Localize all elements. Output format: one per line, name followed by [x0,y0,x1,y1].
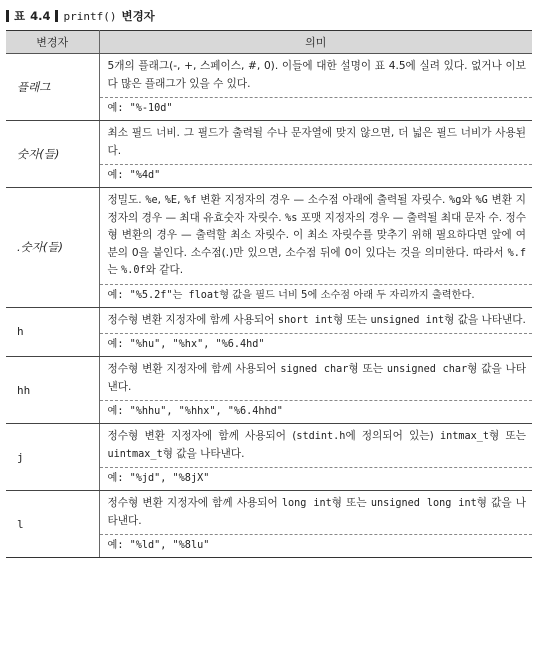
header-meaning: 의미 [99,31,532,54]
description-text: 정수형 변환 지정자에 함께 사용되어 (stdint.h에 정의되어 있는) intmax_t형 또는 uintmax_t형 값을 나타낸다. [107,430,526,460]
table-row [6,491,532,558]
table-row [6,307,532,357]
modifier-cell: j [6,424,99,491]
description-text: 정수형 변환 지정자에 함께 사용되어 signed char형 또는 unsigned char형 값을 나타낸다. [107,363,527,393]
header-modifier: 변경자 [6,31,99,54]
description-text: 정수형 변환 지정자에 함께 사용되어 short int형 또는 unsigned int형 값을 나타낸다. [107,313,526,326]
description-text: 5개의 플래그(-, +, 스페이스, #, 0). 이들에 대한 설명이 표 4.5에 실려 있다. 없거나 이보다 많은 플래그가 있을 수 있다. [107,60,526,90]
modifier-cell: 플래그 [6,54,99,121]
caption-function-name: printf() [63,9,117,23]
example-code: 예: "%hu", "%hx", "%6.4hd" [107,339,265,350]
meaning-cell [99,424,532,491]
modifier-cell: h [6,307,99,357]
caption-title: 변경자 [121,9,155,23]
example-text [100,467,533,490]
modifier-cell: 숫자(들) [6,121,99,188]
example-text [100,333,533,356]
example-code: 예: "%4d" [107,170,161,181]
example-code: 예: "%jd", "%8jX" [107,473,210,484]
meaning-cell [99,54,532,121]
meaning-cell [99,188,532,308]
example-text [100,534,533,557]
description-text: 정밀도. %e, %E, %f 변환 지정자의 경우 — 소수점 아래에 출력될 자릿수. %g와 %G 변환 지정자의 경우 — 최대 유효숫자 자릿수. %s 포맷 지정자의 경우 — 출력될 최대 문자 수. 정수형 변환의 경우 — 출력할 최소 자릿수. 이 최소 자릿수를 맞추기 위해 필요하다면 앞에 여분의 0을 붙인다. 소수점(.)만 있으면, 소수점 뒤에 0이 있다는 것을 의미한다. 따라서 %.f는 %.0f와 같다. [107,194,526,276]
meaning-cell [99,307,532,357]
table-caption [6,7,155,25]
example-code: 예: "%ld", "%8lu" [107,540,210,551]
modifier-cell: hh [6,357,99,424]
table-row [6,357,532,424]
example-text [100,164,533,187]
caption-bar-left [6,10,9,22]
printf-modifiers-table [6,30,532,558]
modifier-cell: .숫자(들) [6,188,99,308]
meaning-cell [99,121,532,188]
example-text: 예: "%5.2f"는 float형 값을 필드 너비 5에 소수점 아래 두 자리까지 출력한다. [100,284,533,307]
example-code: 예: "%hhu", "%hhx", "%6.4hhd" [107,406,283,417]
caption-bar-right [55,10,58,22]
example-text [100,400,533,423]
caption-label: 표 [14,9,26,23]
example-code: 예: "%-10d" [107,103,173,114]
meaning-cell [99,357,532,424]
table-row [6,188,532,308]
table-header-row [6,31,532,54]
modifier-cell: l [6,491,99,558]
description-text: 정수형 변환 지정자에 함께 사용되어 long int형 또는 unsigned long int형 값을 나타낸다. [107,497,527,527]
meaning-cell [99,491,532,558]
table-row [6,424,532,491]
caption-number: 4.4 [30,9,51,23]
example-text [100,97,533,120]
description-text: 최소 필드 너비. 그 필드가 출력될 수나 문자열에 맞지 않으면, 더 넓은 필드 너비가 사용된다. [107,127,526,157]
table-row [6,54,532,121]
table-row [6,121,532,188]
